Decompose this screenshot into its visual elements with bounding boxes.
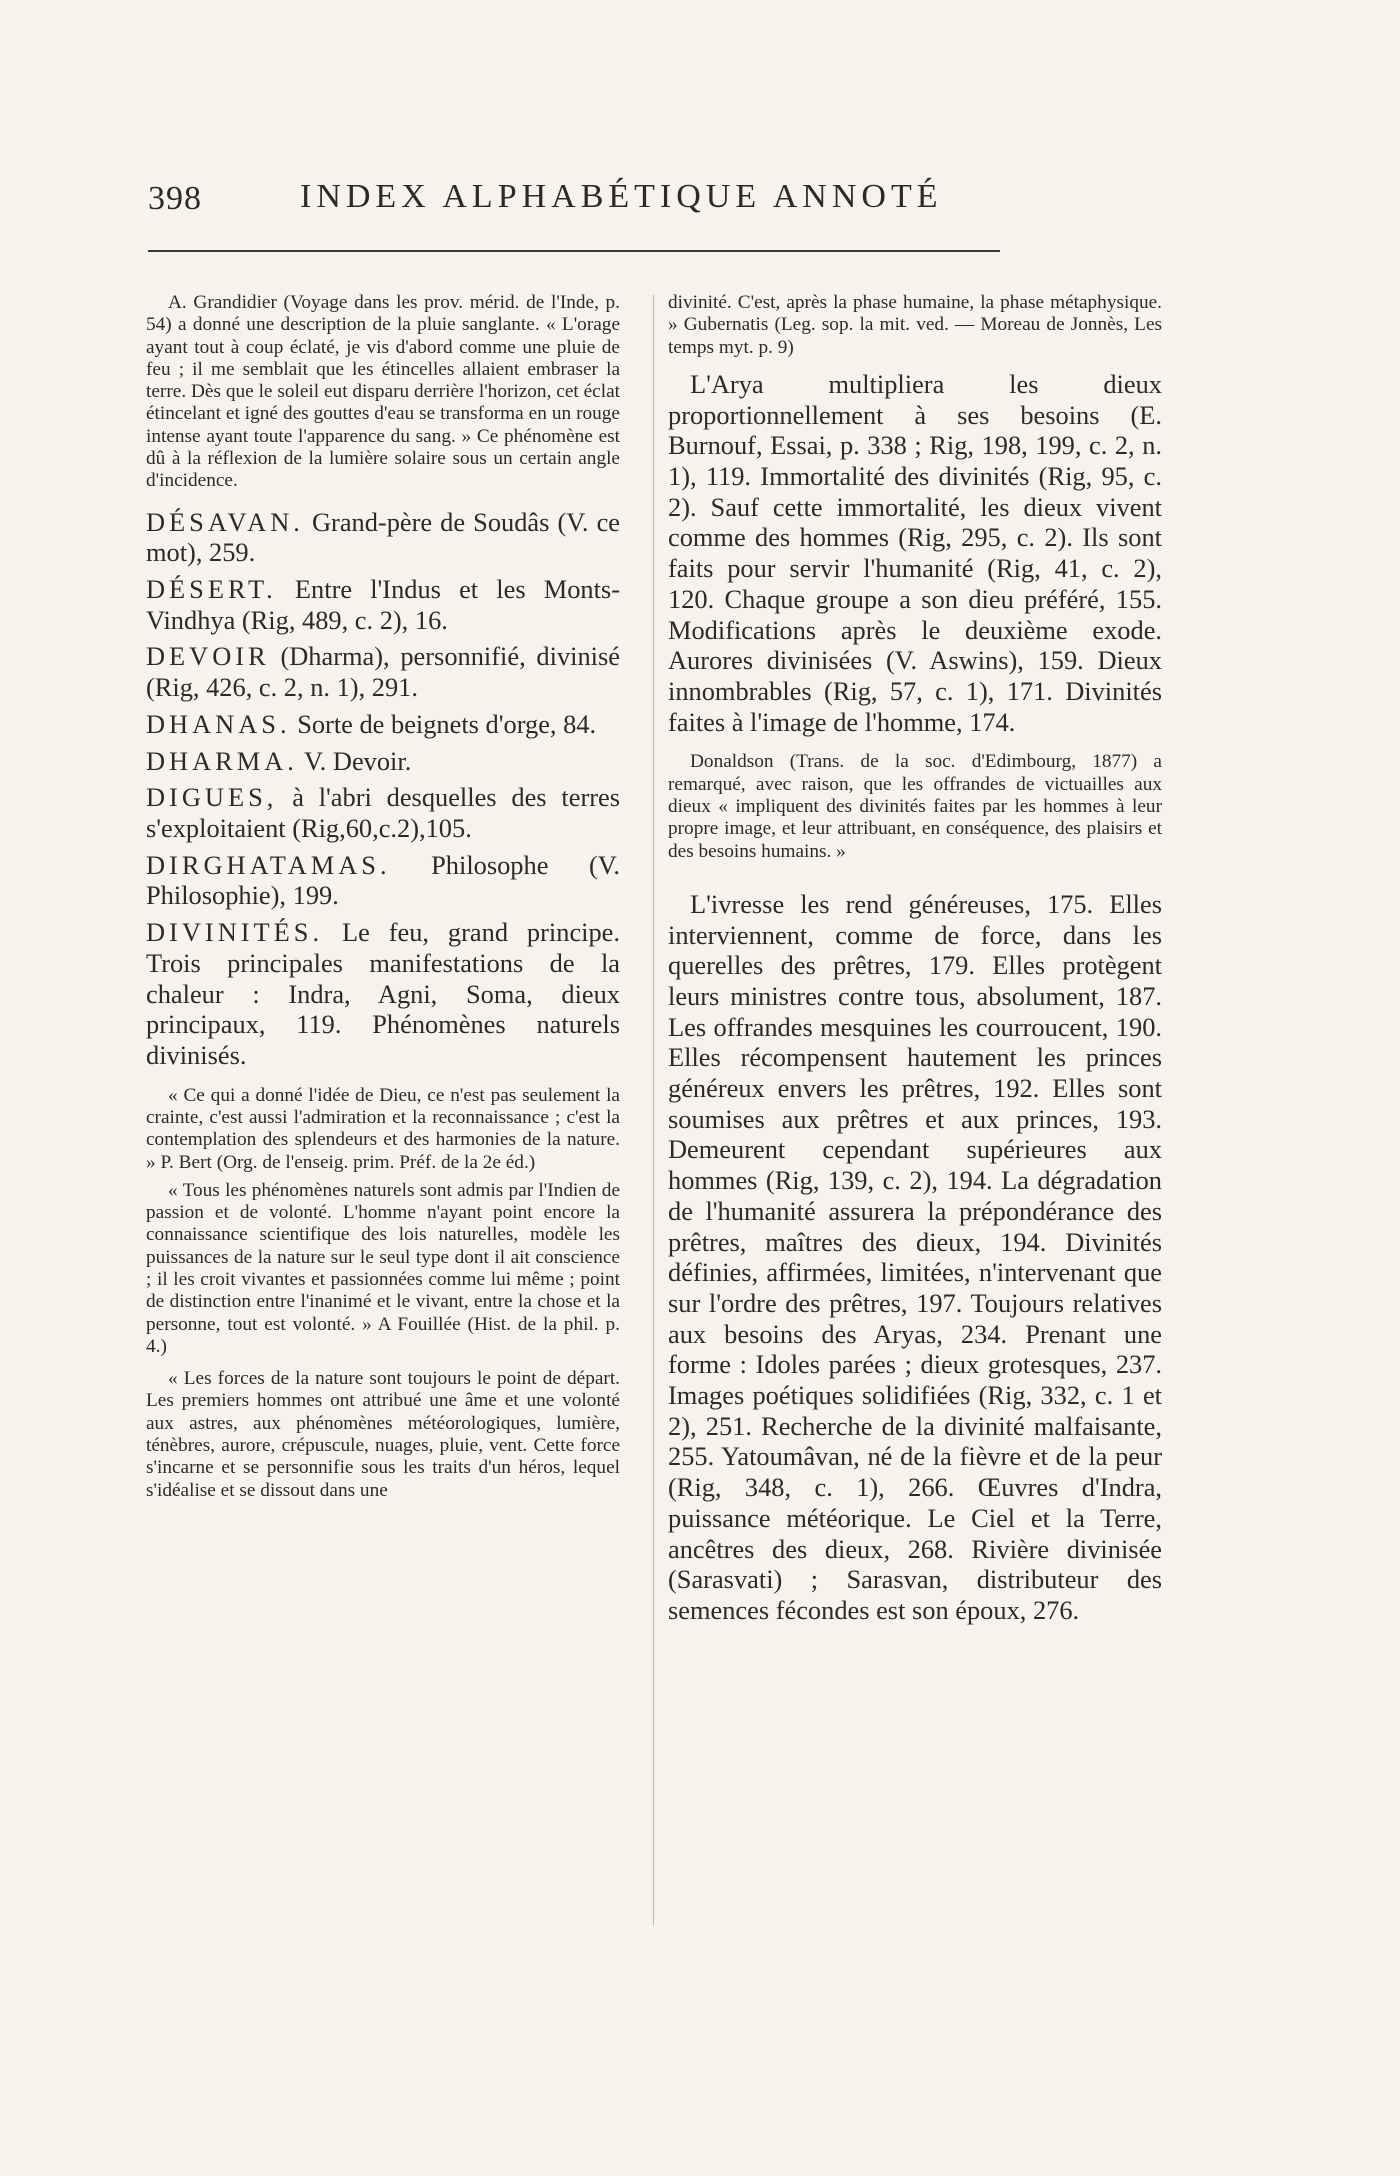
- entry-term: DIRGHATAMAS.: [146, 849, 391, 880]
- entry-text: V. Devoir.: [304, 745, 412, 776]
- paragraph-ivresse: L'ivresse les rend généreuses, 175. Elles interviennent, comme de force, dans les querelles des prêtres, 179. Elles protègent leurs ministres contre tous, absolument, 187. Les offrandes mesquines les courroucent, 190. Elles récompensent hautement les princes généreux envers les prêtres, 192. Elles sont soumises aux prêtres et aux princes, 193. Demeurent cependant supérieures aux hommes (Rig, 139, c. 2), 194. La dégradation de l'humanité assurera la prépondérance des prêtres, maîtres des dieux, 194. Divinités définies, affirmées, limitées, n'intervenant que sur l'ordre des prêtres, 197. Toujours relatives aux besoins des Aryas, 234. Prenant une forme : Idoles parées ; dieux grotesques, 237. Images poétiques solidifiées (Rig, 332, c. 1 et 2), 251. Recherche de la divinité malfaisante, 255. Yatoumâvan, né de la fièvre et de la peur (Rig, 348, c. 1), 266. Œuvres d'Indra, puissance météorique. Le Ciel et la Terre, ancêtres des dieux, 268. Rivière divinisée (Sarasvati) ; Sarasvan, distributeur des semences fécondes est son époux, 276.: [668, 888, 1162, 1625]
- index-entry: [146, 850, 620, 911]
- entry-term: DHARMA.: [146, 745, 298, 776]
- entry-text: à l'abri desquelles des terres s'exploitaient (Rig,60,c.2),105.: [146, 782, 620, 843]
- quote-gubernatis: divinité. C'est, après la phase humaine, la phase métaphysique. » Gubernatis (Leg. sop. la mit. ved. — Moreau de Jonnès, Les temps myt. p. 9): [668, 292, 1162, 358]
- index-entry: [146, 782, 620, 843]
- entry-term: DÉSAVAN.: [146, 506, 304, 537]
- quote-grandidier: A. Grandidier (Voyage dans les prov. mérid. de l'Inde, p. 54) a donné une description de la pluie sanglante. « L'orage ayant tout à coup éclaté, je vis d'abord comme une pluie de feu ; il me semblait que les étincelles allaient embraser la terre. Dès que le soleil eut disparu derrière l'horizon, cet éclat étincelant et igné des gouttes d'eau se transforma en un rouge intense ayant toute l'apparence du sang. » Ce phénomène est dû à la réflexion de la lumière solaire sous un certain angle d'incidence.: [146, 292, 620, 492]
- column-divider: [653, 295, 654, 1925]
- page-header: [148, 180, 998, 230]
- entry-term: DIGUES,: [146, 782, 278, 813]
- entry-text: Sorte de beignets d'orge, 84.: [297, 708, 597, 739]
- entry-text: (Dharma), personnifié, divinisé (Rig, 426, c. 2, n. 1), 291.: [146, 641, 620, 703]
- index-entry: [146, 641, 620, 702]
- quote-donaldson: Donaldson (Trans. de la soc. d'Edimbourg, 1877) a remarqué, avec raison, que les offrandes de victuailles aux dieux « impliquent des divinités faites par les hommes à leur propre image, et leur attribuant, en conséquence, des plaisirs et des besoins humains. »: [668, 751, 1162, 862]
- header-rule: [148, 250, 1000, 252]
- entry-term: DEVOIR: [146, 641, 270, 672]
- quote-fouillee: « Tous les phénomènes naturels sont admis par l'Indien de passion et de volonté. L'homme n'ayant point encore la connaissance scientifique des lois naturelles, modèle les puissances de la nature sur le seul type dont il ait conscience ; il les croit vivantes et passionnées comme lui même ; point de distinction entre l'inanimé et le vivant, entre la chose et la personne, tout est volonté. » A Fouillée (Hist. de la phil. p. 4.): [146, 1179, 620, 1357]
- index-entry: [146, 574, 620, 635]
- paragraph-arya: L'Arya multipliera les dieux proportionnellement à ses besoins (E. Burnouf, Essai, p. 338 ; Rig, 198, 199, c. 2, n. 1), 119. Immortalité des divinités (Rig, 95, c. 2). Sauf cette immortalité, les dieux vivent comme des hommes (Rig, 295, c. 2). Ils sont faits pour servir l'humanité (Rig, 41, c. 2), 120. Chaque groupe a son dieu préféré, 155. Modifications après le deuxième exode. Aurores divinisées (V. Aswins), 159. Dieux innombrables (Rig, 57, c. 1), 171. Divinités faites à l'image de l'homme, 174.: [668, 368, 1162, 737]
- index-entry: [146, 746, 620, 777]
- quote-forces: « Les forces de la nature sont toujours le point de départ. Les premiers hommes ont attribué une âme et une volonté aux astres, aux phénomènes météorologiques, lumière, ténèbres, aurore, crépuscule, nuages, pluie, vent. Cette force s'incarne et se personnifie sous les traits d'un héros, lequel s'idéalise et se dissout dans une: [146, 1368, 620, 1501]
- left-column: [146, 292, 620, 1502]
- entry-term: DIVINITÉS.: [146, 917, 324, 948]
- entry-text: Le feu, grand principe. Trois principales manifestations de la chaleur : Indra, Agni, Soma, dieux principaux, 119. Phénomènes naturels divinisés.: [146, 917, 620, 1070]
- index-entry: [146, 507, 620, 568]
- index-entry: [146, 917, 620, 1071]
- entry-text: Entre l'Indus et les Monts-Vindhya (Rig, 489, c. 2), 16.: [146, 574, 620, 635]
- running-title: INDEX ALPHABÉTIQUE ANNOTÉ: [300, 178, 943, 215]
- right-column: [668, 292, 1162, 1626]
- entry-term: DÉSERT.: [146, 574, 277, 605]
- quote-bert: « Ce qui a donné l'idée de Dieu, ce n'est pas seulement la crainte, c'est aussi l'admiration et la reconnaissance ; c'est la contemplation des splendeurs et des harmonies de la nature. » P. Bert (Org. de l'enseig. prim. Préf. de la 2e éd.): [146, 1084, 620, 1173]
- index-entry: [146, 709, 620, 740]
- entry-text: Philosophe (V. Philosophie), 199.: [146, 849, 620, 911]
- page-number: 398: [148, 180, 202, 217]
- entry-term: DHANAS.: [146, 708, 291, 739]
- entry-text: Grand-père de Soudâs (V. ce mot), 259.: [146, 506, 620, 568]
